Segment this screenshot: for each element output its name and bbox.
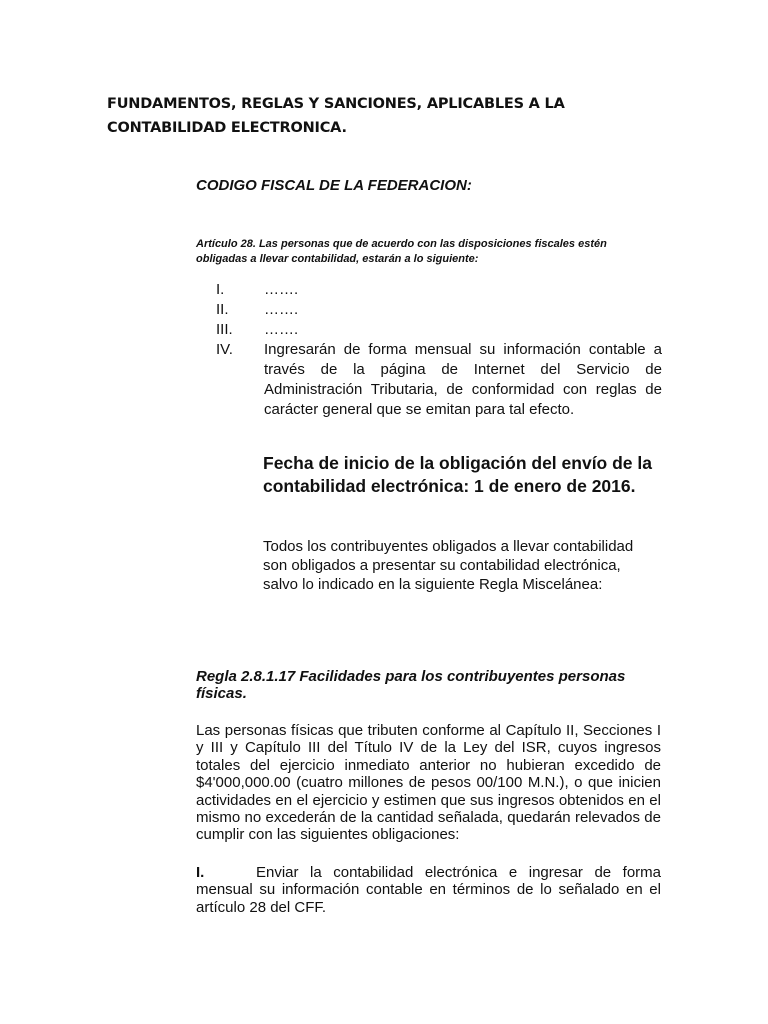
fraction-item: [216, 300, 662, 320]
fraction-number: III.: [216, 321, 233, 338]
highlight-statement: Fecha de inicio de la obligación del envío de la contabilidad electrónica: 1 de enero de 2016.: [263, 453, 652, 496]
rule-body: Las personas físicas que tributen conforme al Capítulo II, Secciones I y III y Capítulo III del Título IV de la Ley del ISR, cuyos ingresos totales del ejercicio inmediato anterior no hubieran excedido de $4'000,000.00 (cuatro millones de pesos 00/100 M.N.), o que inicien actividades en el ejercicio y estimen que sus ingresos obtenidos en el mismo no excederán de la cantidad señalada, quedarán relevados de cumplir con las siguientes obligaciones:: [196, 722, 661, 844]
fraction-item: [216, 320, 662, 340]
fraction-text: …….: [264, 321, 299, 338]
fraction-number: IV.: [216, 341, 233, 358]
fraction-text: Ingresarán de forma mensual su información contable a través de la página de Internet del Servicio de Administración Tributaria, de conformidad con reglas de carácter general que se emitan para tal efecto.: [264, 341, 662, 418]
section-heading: CODIGO FISCAL DE LA FEDERACION:: [196, 177, 472, 194]
paragraph-contribuyentes: Todos los contribuyentes obligados a llevar contabilidad son obligados a presentar su contabilidad electrónica, salvo lo indicado en la siguiente Regla Miscelánea:: [263, 538, 634, 593]
fraction-text: …….: [264, 301, 299, 318]
rule-item-number: I.: [196, 864, 205, 881]
article-intro: Artículo 28. Las personas que de acuerdo con las disposiciones fiscales estén obligadas a llevar contabilidad, estarán a lo siguiente:: [196, 238, 607, 265]
rule-item-text: Enviar la contabilidad electrónica e ingresar de forma mensual su información contable en términos de lo señalado en el artículo 28 del CFF.: [196, 864, 661, 916]
fraction-text: …….: [264, 281, 299, 298]
fraction-item: [216, 280, 662, 300]
rule-heading: Regla 2.8.1.17 Facilidades para los contribuyentes personas físicas.: [196, 668, 626, 702]
fraction-item: [216, 340, 662, 420]
document-title: FUNDAMENTOS, REGLAS Y SANCIONES, APLICABLES A LA CONTABILIDAD ELECTRONICA.: [107, 96, 565, 136]
fraction-list: [216, 280, 662, 420]
rule-item: [196, 864, 661, 916]
fraction-number: II.: [216, 301, 229, 318]
fraction-number: I.: [216, 281, 225, 298]
